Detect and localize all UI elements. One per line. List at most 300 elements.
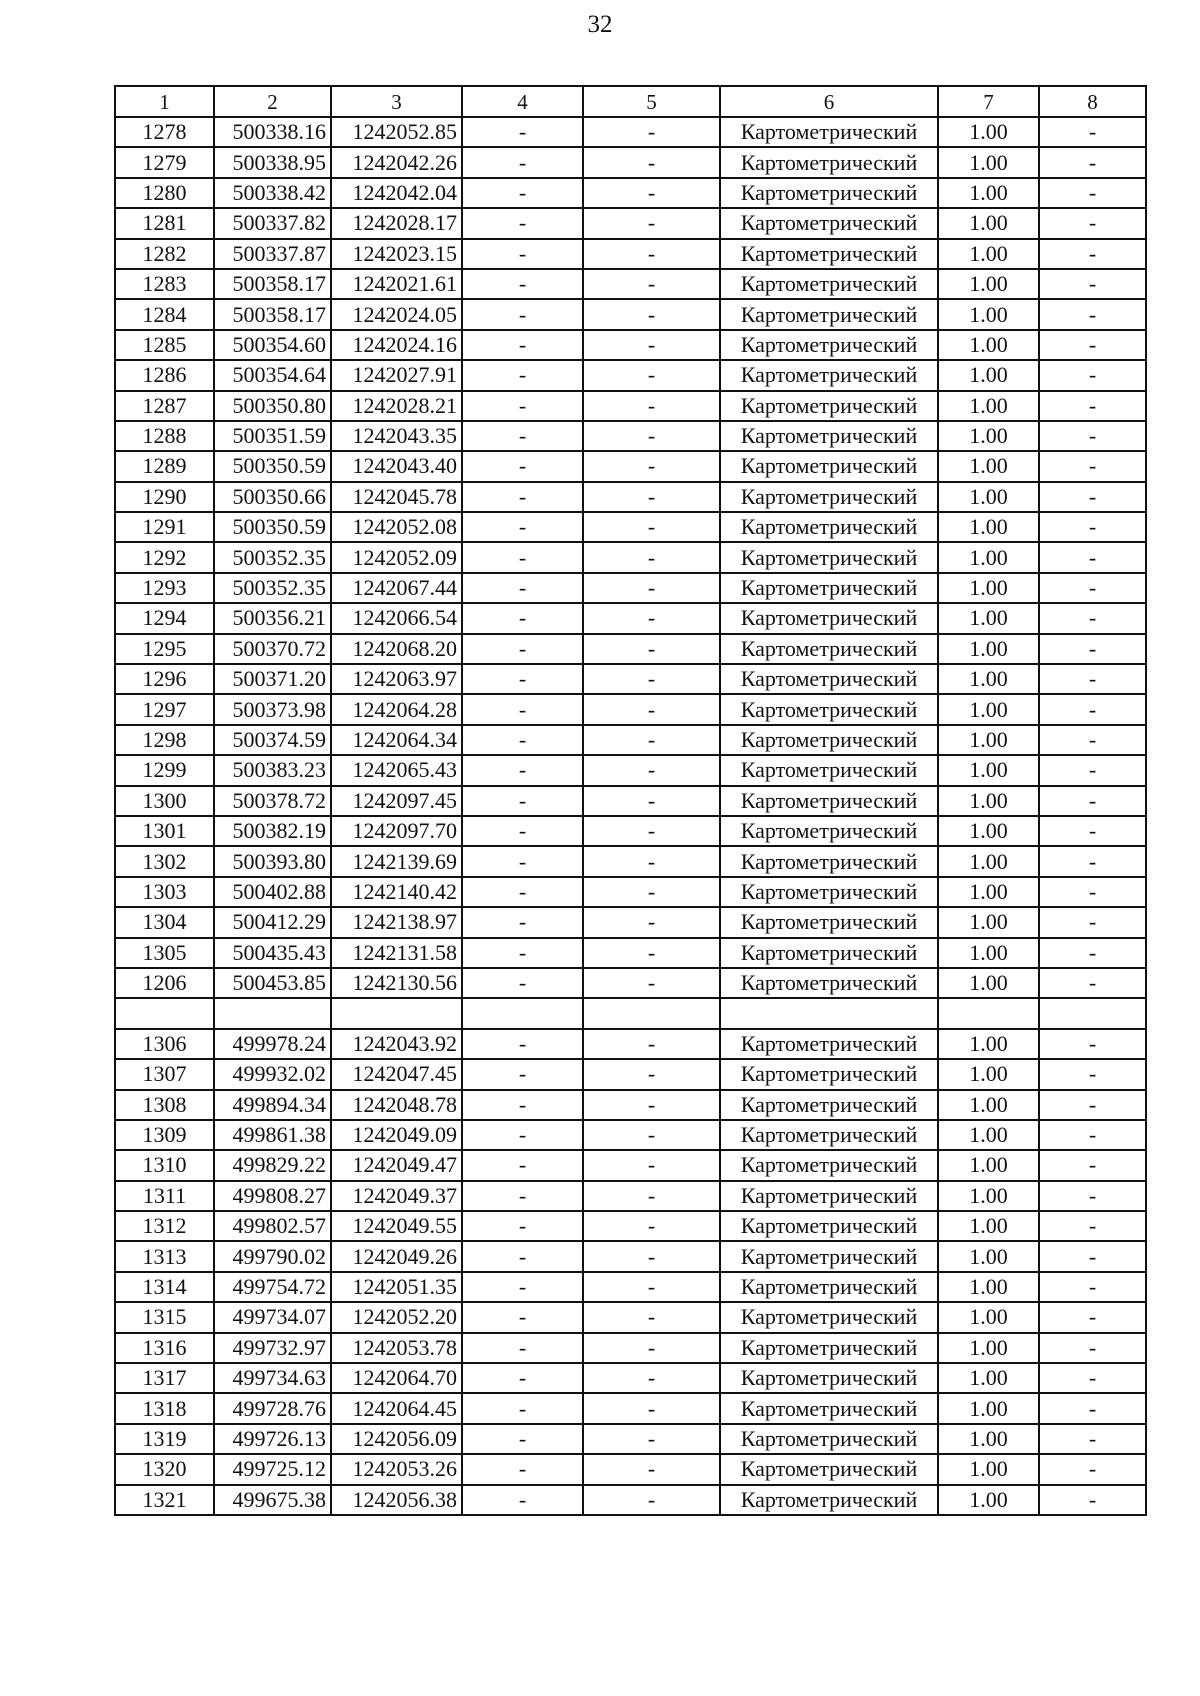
- cell-x-coordinate: [214, 998, 331, 1028]
- cell-x-coordinate: 500358.17: [214, 299, 331, 329]
- cell-point-number: 1312: [115, 1211, 214, 1241]
- cell-method: Картометрический: [720, 1302, 938, 1332]
- cell-col-8: -: [1039, 360, 1146, 390]
- table-row: [115, 299, 1146, 329]
- cell-y-coordinate: 1242052.20: [331, 1302, 462, 1332]
- cell-col-8: -: [1039, 178, 1146, 208]
- cell-precision: 1.00: [938, 786, 1039, 816]
- table-row: [115, 178, 1146, 208]
- cell-x-coordinate: 500354.64: [214, 360, 331, 390]
- cell-method: Картометрический: [720, 725, 938, 755]
- cell-y-coordinate: 1242042.26: [331, 147, 462, 177]
- cell-col-8: -: [1039, 330, 1146, 360]
- header-cell-8: 8: [1039, 86, 1146, 117]
- cell-method: Картометрический: [720, 1333, 938, 1363]
- cell-method: Картометрический: [720, 391, 938, 421]
- cell-point-number: 1290: [115, 482, 214, 512]
- cell-col-5: -: [583, 482, 720, 512]
- cell-method: Картометрический: [720, 907, 938, 937]
- cell-method: Картометрический: [720, 877, 938, 907]
- cell-precision: 1.00: [938, 1150, 1039, 1180]
- cell-col-8: -: [1039, 1454, 1146, 1484]
- cell-x-coordinate: 500354.60: [214, 330, 331, 360]
- cell-col-5: -: [583, 269, 720, 299]
- cell-x-coordinate: 500393.80: [214, 846, 331, 876]
- cell-col-4: -: [462, 391, 583, 421]
- cell-x-coordinate: 499732.97: [214, 1333, 331, 1363]
- cell-y-coordinate: 1242024.16: [331, 330, 462, 360]
- cell-col-5: -: [583, 391, 720, 421]
- cell-method: Картометрический: [720, 239, 938, 269]
- cell-col-8: -: [1039, 482, 1146, 512]
- cell-method: Картометрический: [720, 178, 938, 208]
- cell-col-4: -: [462, 421, 583, 451]
- table-row: [115, 1120, 1146, 1150]
- cell-col-4: -: [462, 1302, 583, 1332]
- table-row: [115, 208, 1146, 238]
- cell-col-4: -: [462, 634, 583, 664]
- cell-point-number: 1308: [115, 1090, 214, 1120]
- cell-col-8: -: [1039, 573, 1146, 603]
- table-row: [115, 360, 1146, 390]
- cell-col-4: -: [462, 178, 583, 208]
- cell-x-coordinate: 500453.85: [214, 968, 331, 998]
- cell-col-4: -: [462, 1333, 583, 1363]
- cell-y-coordinate: 1242049.37: [331, 1181, 462, 1211]
- cell-col-8: -: [1039, 391, 1146, 421]
- cell-point-number: 1284: [115, 299, 214, 329]
- cell-col-5: -: [583, 1485, 720, 1515]
- cell-point-number: 1309: [115, 1120, 214, 1150]
- header-cell-2: 2: [214, 86, 331, 117]
- cell-col-8: -: [1039, 907, 1146, 937]
- cell-point-number: 1321: [115, 1485, 214, 1515]
- table-row: [115, 269, 1146, 299]
- table-row: [115, 1059, 1146, 1089]
- cell-x-coordinate: 499894.34: [214, 1090, 331, 1120]
- cell-point-number: 1278: [115, 117, 214, 147]
- cell-point-number: 1307: [115, 1059, 214, 1089]
- cell-col-5: -: [583, 542, 720, 572]
- cell-col-4: [462, 998, 583, 1028]
- cell-point-number: 1295: [115, 634, 214, 664]
- cell-method: Картометрический: [720, 1059, 938, 1089]
- cell-precision: 1.00: [938, 451, 1039, 481]
- cell-point-number: 1301: [115, 816, 214, 846]
- cell-col-4: -: [462, 117, 583, 147]
- page-number: 32: [587, 11, 613, 38]
- cell-precision: 1.00: [938, 1363, 1039, 1393]
- cell-method: Картометрический: [720, 451, 938, 481]
- cell-col-8: -: [1039, 816, 1146, 846]
- cell-col-4: -: [462, 239, 583, 269]
- cell-method: Картометрический: [720, 542, 938, 572]
- cell-y-coordinate: 1242049.55: [331, 1211, 462, 1241]
- cell-col-4: -: [462, 1181, 583, 1211]
- cell-col-8: -: [1039, 755, 1146, 785]
- table-row: [115, 603, 1146, 633]
- cell-y-coordinate: 1242023.15: [331, 239, 462, 269]
- cell-method: Картометрический: [720, 1150, 938, 1180]
- cell-col-5: -: [583, 1424, 720, 1454]
- cell-method: Картометрический: [720, 1181, 938, 1211]
- cell-col-4: -: [462, 725, 583, 755]
- table-row: [115, 1241, 1146, 1271]
- cell-point-number: 1305: [115, 938, 214, 968]
- cell-col-5: -: [583, 846, 720, 876]
- cell-precision: 1.00: [938, 907, 1039, 937]
- cell-col-5: -: [583, 968, 720, 998]
- cell-col-5: -: [583, 664, 720, 694]
- cell-precision: 1.00: [938, 1424, 1039, 1454]
- cell-col-5: -: [583, 1302, 720, 1332]
- cell-precision: 1.00: [938, 117, 1039, 147]
- cell-col-5: -: [583, 1120, 720, 1150]
- table-row: [115, 117, 1146, 147]
- cell-precision: 1.00: [938, 421, 1039, 451]
- cell-col-8: -: [1039, 1029, 1146, 1059]
- cell-col-4: -: [462, 968, 583, 998]
- cell-col-5: -: [583, 1059, 720, 1089]
- cell-precision: 1.00: [938, 725, 1039, 755]
- table-row: [115, 1029, 1146, 1059]
- table-row: [115, 451, 1146, 481]
- cell-col-8: -: [1039, 1241, 1146, 1271]
- cell-y-coordinate: 1242064.34: [331, 725, 462, 755]
- cell-col-5: -: [583, 1333, 720, 1363]
- cell-col-8: -: [1039, 512, 1146, 542]
- cell-col-4: -: [462, 1029, 583, 1059]
- cell-precision: 1.00: [938, 755, 1039, 785]
- cell-col-4: -: [462, 299, 583, 329]
- table-row: [115, 816, 1146, 846]
- cell-col-5: -: [583, 1363, 720, 1393]
- cell-method: Картометрический: [720, 360, 938, 390]
- cell-x-coordinate: 500352.35: [214, 573, 331, 603]
- table-row: [115, 1333, 1146, 1363]
- cell-col-8: -: [1039, 208, 1146, 238]
- cell-col-5: -: [583, 1241, 720, 1271]
- cell-method: Картометрический: [720, 1272, 938, 1302]
- cell-precision: 1.00: [938, 664, 1039, 694]
- cell-precision: 1.00: [938, 1090, 1039, 1120]
- cell-point-number: 1311: [115, 1181, 214, 1211]
- cell-y-coordinate: 1242138.97: [331, 907, 462, 937]
- cell-point-number: 1316: [115, 1333, 214, 1363]
- cell-point-number: 1303: [115, 877, 214, 907]
- cell-precision: 1.00: [938, 1059, 1039, 1089]
- cell-col-4: -: [462, 542, 583, 572]
- cell-precision: 1.00: [938, 877, 1039, 907]
- cell-method: Картометрический: [720, 1485, 938, 1515]
- cell-precision: 1.00: [938, 208, 1039, 238]
- cell-precision: 1.00: [938, 299, 1039, 329]
- cell-col-8: -: [1039, 938, 1146, 968]
- cell-y-coordinate: 1242056.38: [331, 1485, 462, 1515]
- cell-method: Картометрический: [720, 269, 938, 299]
- cell-point-number: 1313: [115, 1241, 214, 1271]
- cell-col-5: -: [583, 573, 720, 603]
- cell-x-coordinate: 500350.59: [214, 512, 331, 542]
- cell-precision: 1.00: [938, 816, 1039, 846]
- cell-col-5: -: [583, 694, 720, 724]
- cell-col-5: -: [583, 1029, 720, 1059]
- cell-col-4: -: [462, 330, 583, 360]
- header-cell-6: 6: [720, 86, 938, 117]
- cell-col-8: -: [1039, 1424, 1146, 1454]
- cell-precision: 1.00: [938, 482, 1039, 512]
- cell-x-coordinate: 499978.24: [214, 1029, 331, 1059]
- table-row: [115, 391, 1146, 421]
- cell-y-coordinate: 1242052.85: [331, 117, 462, 147]
- cell-point-number: 1315: [115, 1302, 214, 1332]
- cell-col-5: -: [583, 1150, 720, 1180]
- cell-col-5: -: [583, 1211, 720, 1241]
- cell-precision: 1.00: [938, 178, 1039, 208]
- cell-y-coordinate: 1242052.08: [331, 512, 462, 542]
- cell-col-4: -: [462, 147, 583, 177]
- cell-method: Картометрический: [720, 694, 938, 724]
- cell-col-5: -: [583, 512, 720, 542]
- table-row: [115, 1181, 1146, 1211]
- cell-col-8: -: [1039, 1363, 1146, 1393]
- cell-col-8: -: [1039, 603, 1146, 633]
- cell-method: Картометрический: [720, 755, 938, 785]
- cell-col-4: -: [462, 786, 583, 816]
- cell-precision: 1.00: [938, 1485, 1039, 1515]
- cell-x-coordinate: 500358.17: [214, 269, 331, 299]
- table-row: [115, 512, 1146, 542]
- cell-col-8: -: [1039, 846, 1146, 876]
- header-cell-5: 5: [583, 86, 720, 117]
- cell-y-coordinate: [331, 998, 462, 1028]
- cell-col-5: -: [583, 786, 720, 816]
- cell-method: Картометрический: [720, 634, 938, 664]
- cell-precision: 1.00: [938, 1241, 1039, 1271]
- cell-col-8: -: [1039, 239, 1146, 269]
- cell-point-number: 1306: [115, 1029, 214, 1059]
- cell-col-5: -: [583, 907, 720, 937]
- cell-col-8: -: [1039, 968, 1146, 998]
- cell-y-coordinate: 1242056.09: [331, 1424, 462, 1454]
- cell-col-4: -: [462, 1485, 583, 1515]
- cell-y-coordinate: 1242045.78: [331, 482, 462, 512]
- table-row: [115, 1363, 1146, 1393]
- cell-x-coordinate: 499932.02: [214, 1059, 331, 1089]
- cell-method: Картометрический: [720, 512, 938, 542]
- cell-col-4: -: [462, 1363, 583, 1393]
- cell-col-8: -: [1039, 542, 1146, 572]
- cell-col-5: -: [583, 634, 720, 664]
- cell-col-5: -: [583, 1090, 720, 1120]
- cell-x-coordinate: 500402.88: [214, 877, 331, 907]
- table-row: [115, 1424, 1146, 1454]
- cell-point-number: 1288: [115, 421, 214, 451]
- cell-method: [720, 998, 938, 1028]
- table-row: [115, 725, 1146, 755]
- cell-precision: 1.00: [938, 1302, 1039, 1332]
- cell-point-number: 1299: [115, 755, 214, 785]
- cell-method: Картометрический: [720, 330, 938, 360]
- cell-method: Картометрический: [720, 1211, 938, 1241]
- table-row: [115, 755, 1146, 785]
- cell-method: Картометрический: [720, 1393, 938, 1423]
- cell-y-coordinate: 1242042.04: [331, 178, 462, 208]
- cell-precision: 1.00: [938, 391, 1039, 421]
- table-row: [115, 907, 1146, 937]
- cell-col-4: -: [462, 360, 583, 390]
- cell-col-4: -: [462, 603, 583, 633]
- cell-precision: 1.00: [938, 1211, 1039, 1241]
- cell-col-5: -: [583, 1454, 720, 1484]
- cell-point-number: 1298: [115, 725, 214, 755]
- cell-y-coordinate: 1242067.44: [331, 573, 462, 603]
- table-row: [115, 634, 1146, 664]
- cell-y-coordinate: 1242043.40: [331, 451, 462, 481]
- cell-col-5: -: [583, 178, 720, 208]
- cell-col-5: -: [583, 877, 720, 907]
- cell-col-8: -: [1039, 421, 1146, 451]
- cell-precision: 1.00: [938, 634, 1039, 664]
- cell-point-number: 1302: [115, 846, 214, 876]
- cell-precision: 1.00: [938, 1120, 1039, 1150]
- cell-point-number: 1292: [115, 542, 214, 572]
- cell-col-8: -: [1039, 1333, 1146, 1363]
- cell-col-8: -: [1039, 269, 1146, 299]
- cell-y-coordinate: 1242065.43: [331, 755, 462, 785]
- table-row: [115, 968, 1146, 998]
- cell-col-8: -: [1039, 1059, 1146, 1089]
- cell-col-8: -: [1039, 1181, 1146, 1211]
- header-cell-7: 7: [938, 86, 1039, 117]
- cell-x-coordinate: 499734.07: [214, 1302, 331, 1332]
- cell-col-4: -: [462, 1424, 583, 1454]
- cell-col-4: -: [462, 482, 583, 512]
- cell-col-4: -: [462, 907, 583, 937]
- cell-y-coordinate: 1242139.69: [331, 846, 462, 876]
- cell-col-4: -: [462, 846, 583, 876]
- cell-col-8: -: [1039, 725, 1146, 755]
- cell-col-8: -: [1039, 451, 1146, 481]
- cell-col-5: -: [583, 1393, 720, 1423]
- cell-x-coordinate: 500370.72: [214, 634, 331, 664]
- cell-point-number: 1281: [115, 208, 214, 238]
- cell-x-coordinate: 500351.59: [214, 421, 331, 451]
- cell-method: Картометрический: [720, 1454, 938, 1484]
- cell-col-8: -: [1039, 1302, 1146, 1332]
- cell-method: Картометрический: [720, 786, 938, 816]
- cell-precision: [938, 998, 1039, 1028]
- cell-point-number: 1279: [115, 147, 214, 177]
- table-row: [115, 147, 1146, 177]
- cell-col-4: -: [462, 1120, 583, 1150]
- cell-col-4: -: [462, 269, 583, 299]
- cell-col-4: -: [462, 938, 583, 968]
- cell-x-coordinate: 499808.27: [214, 1181, 331, 1211]
- table-row: [115, 877, 1146, 907]
- cell-y-coordinate: 1242068.20: [331, 634, 462, 664]
- cell-x-coordinate: 500374.59: [214, 725, 331, 755]
- cell-precision: 1.00: [938, 1393, 1039, 1423]
- cell-x-coordinate: 500412.29: [214, 907, 331, 937]
- cell-col-5: -: [583, 147, 720, 177]
- table-row: [115, 846, 1146, 876]
- cell-col-8: -: [1039, 694, 1146, 724]
- cell-col-5: -: [583, 421, 720, 451]
- cell-method: Картометрический: [720, 1424, 938, 1454]
- cell-x-coordinate: 500352.35: [214, 542, 331, 572]
- cell-col-4: -: [462, 1150, 583, 1180]
- cell-col-5: -: [583, 755, 720, 785]
- cell-y-coordinate: 1242043.92: [331, 1029, 462, 1059]
- cell-x-coordinate: 499726.13: [214, 1424, 331, 1454]
- cell-precision: 1.00: [938, 239, 1039, 269]
- cell-col-4: -: [462, 1393, 583, 1423]
- cell-y-coordinate: 1242140.42: [331, 877, 462, 907]
- table-row: [115, 938, 1146, 968]
- coordinates-table: [114, 85, 1147, 1516]
- cell-col-8: -: [1039, 117, 1146, 147]
- cell-col-4: -: [462, 1090, 583, 1120]
- cell-col-8: -: [1039, 1090, 1146, 1120]
- table-row: [115, 1485, 1146, 1515]
- cell-x-coordinate: 499728.76: [214, 1393, 331, 1423]
- cell-x-coordinate: 500356.21: [214, 603, 331, 633]
- cell-col-5: [583, 998, 720, 1028]
- cell-point-number: 1285: [115, 330, 214, 360]
- cell-x-coordinate: 500337.82: [214, 208, 331, 238]
- cell-y-coordinate: 1242051.35: [331, 1272, 462, 1302]
- cell-point-number: 1318: [115, 1393, 214, 1423]
- cell-point-number: [115, 998, 214, 1028]
- cell-col-4: -: [462, 451, 583, 481]
- cell-point-number: 1291: [115, 512, 214, 542]
- cell-method: Картометрический: [720, 664, 938, 694]
- cell-x-coordinate: 500435.43: [214, 938, 331, 968]
- cell-point-number: 1314: [115, 1272, 214, 1302]
- table-body: [115, 117, 1146, 1515]
- table-row: [115, 239, 1146, 269]
- cell-method: Картометрический: [720, 1363, 938, 1393]
- cell-y-coordinate: 1242047.45: [331, 1059, 462, 1089]
- table-row: [115, 998, 1146, 1028]
- cell-col-5: -: [583, 938, 720, 968]
- table-row: [115, 542, 1146, 572]
- cell-precision: 1.00: [938, 968, 1039, 998]
- cell-col-5: -: [583, 725, 720, 755]
- cell-method: Картометрический: [720, 846, 938, 876]
- cell-x-coordinate: 499675.38: [214, 1485, 331, 1515]
- cell-x-coordinate: 500350.59: [214, 451, 331, 481]
- cell-method: Картометрический: [720, 938, 938, 968]
- cell-precision: 1.00: [938, 938, 1039, 968]
- cell-col-5: -: [583, 299, 720, 329]
- table-row: [115, 694, 1146, 724]
- cell-point-number: 1283: [115, 269, 214, 299]
- cell-col-4: -: [462, 1059, 583, 1089]
- cell-col-8: -: [1039, 299, 1146, 329]
- cell-method: Картометрический: [720, 208, 938, 238]
- cell-precision: 1.00: [938, 1029, 1039, 1059]
- cell-precision: 1.00: [938, 330, 1039, 360]
- cell-col-8: -: [1039, 786, 1146, 816]
- cell-y-coordinate: 1242064.28: [331, 694, 462, 724]
- cell-precision: 1.00: [938, 694, 1039, 724]
- cell-method: Картометрический: [720, 421, 938, 451]
- cell-x-coordinate: 500338.95: [214, 147, 331, 177]
- cell-y-coordinate: 1242064.45: [331, 1393, 462, 1423]
- cell-point-number: 1289: [115, 451, 214, 481]
